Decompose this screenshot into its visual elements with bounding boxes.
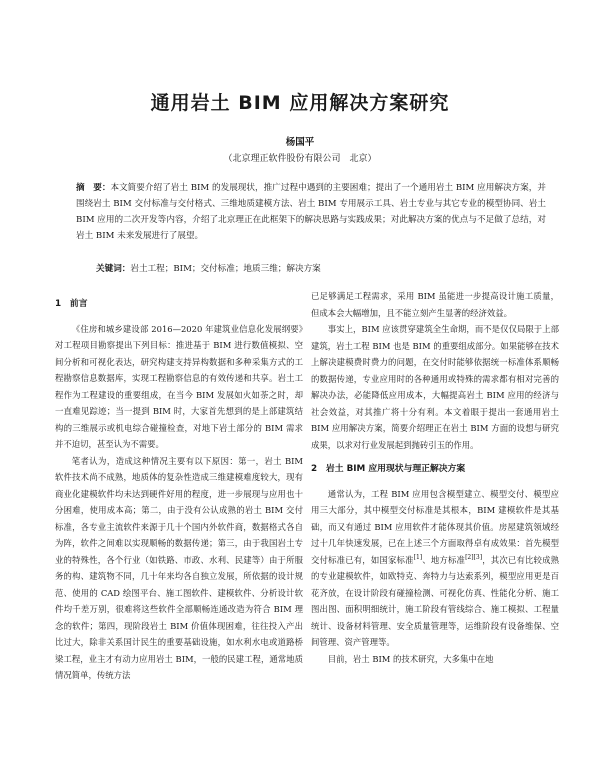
paragraph-text: 通常认为，工程 BIM 应用包含模型建立、模型交付、模型应用三大部分，其中模型交付标准是其根本，BIM 建模软件是其基础，而又有通过 BIM 应用软件才能体现其价值。房屋建筑领域经过十几年快速发展，已在上述三个方面取得卓有成效果：首先模型交付标准已有，如国家标准 xyxy=(311,488,559,565)
keywords xyxy=(96,262,546,276)
left-column xyxy=(55,296,303,684)
citation: [1] xyxy=(413,553,423,561)
keywords-label: 关键词： xyxy=(96,264,131,274)
section-heading-status: 2 岩土 BIM 应用现状与理正解决方案 xyxy=(311,464,466,474)
paragraph: 《住房和城乡建设部 2016—2020 年建筑业信息化发展纲要》对工程项目勘察提出下列目标：推进基于 BIM 进行数值模拟、空间分析和可视化表达，研究构建支持异构数据和多种采集方式的工程勘察信息数据库，实现工程勘察信息的有效传递和共享。岩土工程作为工程建设的重要组成，在当今 BIM 发展如火如荼之时，却一直难见踪迹；当一提到 BIM 时，大家首先想到的是上部建筑结构的三维展示或机电综合碰撞检查，对地下岩土部分的 BIM 需求并不迫切，甚至认为不需要。 xyxy=(55,323,303,449)
paragraph: 事实上，BIM 应该贯穿建筑全生命期，而不是仅仅局限于上部建筑，岩土工程 BIM 也是 BIM 的重要组成部分。如果能够在技术上解决建模费时费力的问题，在交付时能够依据统一标准体系顺畅的数据传递，专业应用时的各种通用或特殊的需求都有相对完善的解决办法，必能降低应用成本，大幅提高岩土 BIM 应用的经济与社会效益，对其推广将十分有利。本文着眼于提出一套通用岩土 BIM 应用解决方案，简要介绍理正在岩土 BIM 方面的设想与研究成果，以求对行业发展起到抛砖引玉的作用。 xyxy=(311,324,559,450)
paragraph: 已足够满足工程需求，采用 BIM 虽能进一步提高设计施工质量，但成本会大幅增加，且不能立刻产生显著的经济效益。 xyxy=(311,291,559,318)
section-heading-intro: 1 前言 xyxy=(55,299,88,309)
abstract-label: 摘 要： xyxy=(76,183,111,193)
right-column xyxy=(311,288,559,667)
author: 杨国平 xyxy=(285,137,315,148)
affiliation: （北京理正软件股份有限公司 北京） xyxy=(223,154,377,164)
paragraph-text: 、地方标准 xyxy=(422,554,466,565)
paper-title: 通用岩土 BIM 应用解决方案研究 xyxy=(150,92,450,114)
abstract-text: 本文简要介绍了岩土 BIM 的发展现状，推广过程中遇到的主要困难；提出了一个通用岩土 BIM 应用解决方案，并围绕岩土 BIM 交付标准与交付格式、三维地质建模方法、岩土 BIM 专用展示工具、岩土专业与其它专业的模型协同、岩土 BIM 应用的二次开发等内容，介绍了北京理正在此框架下的解决思路与实践成果；对此解决方案的优点与不足做了总结，对岩土 BIM 未来发展进行了展望。 xyxy=(76,183,546,241)
abstract xyxy=(76,180,546,244)
paragraph-text: ，其次已有比较成熟的专业建模软件，如欧特克、奔特力与达索系列，模型应用更是百花齐放，在设计阶段有碰撞检测、可视化仿真、性能化分析、施工图出图、面积明细统计，施工阶段有管线综合、施工模拟、工程量统计、设备材料管理、安全质量管理等，运维阶段有设备维保、空间管理、资产管理等。 xyxy=(311,554,560,647)
paragraph: 笔者认为，造成这种情况主要有以下原因：第一，岩土 BIM 软件技术尚不成熟，地质体的复杂性造成三维建模难度较大，现有商业化建模软件均未达到硬件好用的程度，进一步展现与应用也十分困难，使用成本高；第二，由于没有公认成熟的岩土 BIM 交付标准，各专业主流软件来源于几十个国内外软件商，数据格式各自为阵，软件之间难以实现顺畅的数据传递；第三，由于我国岩土专业的特殊性，各个行业（如铁路、市政、水利、民建等）由于所服务的构、建筑物不同，几十年来均各自独立发展，所依据的设计规范、使用的 CAD 绘图平台、施工图软件、建模软件、分析设计软件均千差万别，很难将这些软件全部顺畅连通改造为符合 BIM 理念的软件；第四，现阶段岩土 BIM 价值体现困难，往往投入产出比过大，除非关系国计民生的重要基础设施，如水利水电或道路桥梁工程，业主才有动力应用岩土 BIM，一般的民建工程，通常地质情况简单，传统方法 xyxy=(55,455,303,680)
paragraph: 目前，岩土 BIM 的技术研究，大多集中在地 xyxy=(327,653,494,664)
paragraph xyxy=(311,486,559,651)
keywords-text: 岩土工程；BIM；交付标准；地质三维；解决方案 xyxy=(130,264,321,274)
citation: [2][3] xyxy=(465,553,483,561)
